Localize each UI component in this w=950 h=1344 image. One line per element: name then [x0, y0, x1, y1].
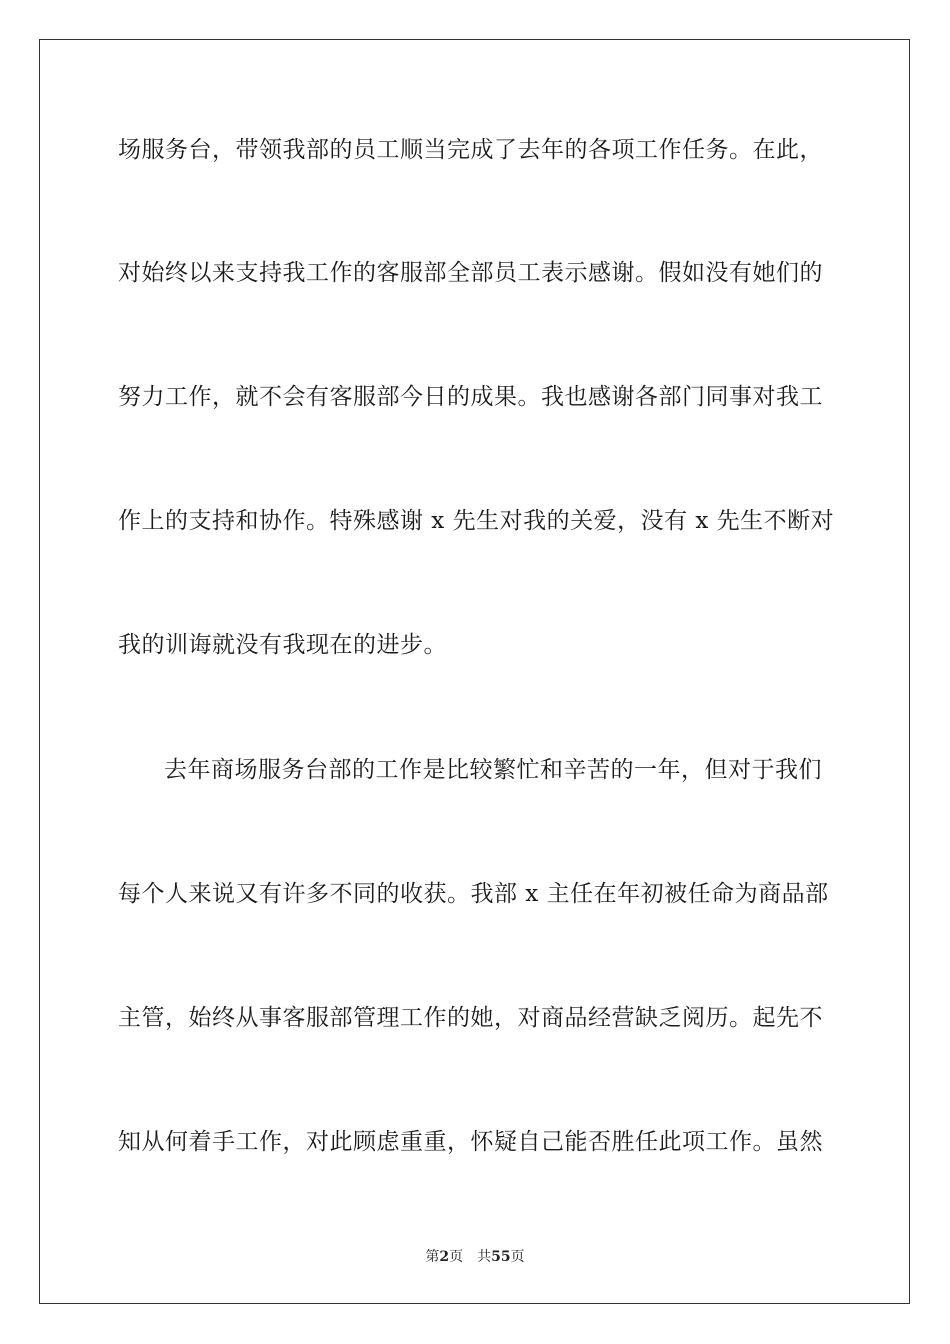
total-pages: 55 [491, 1249, 511, 1265]
page-suffix: 页 [449, 1249, 464, 1265]
paragraph-line-5: 我的训诲就没有我现在的进步。 [118, 632, 447, 658]
page-border [39, 39, 910, 1304]
paragraph-line-3: 努力工作，就不会有客服部今日的成果。我也感谢各部门同事对我工 [118, 384, 823, 410]
page-number: 2 [439, 1249, 450, 1265]
paragraph-line-2: 对始终以来支持我工作的客服部全部员工表示感谢。假如没有她们的 [118, 260, 823, 286]
total-suffix: 页 [510, 1249, 525, 1265]
paragraph-line-7: 每个人来说又有许多不同的收获。我部 x 主任在年初被任命为商品部 [118, 881, 829, 907]
paragraph-line-9: 知从何着手工作，对此顾虑重重，怀疑自己能否胜任此项工作。虽然 [118, 1129, 823, 1155]
page-footer [0, 1248, 950, 1266]
paragraph-line-1: 场服务台，带领我部的员工顺当完成了去年的各项工作任务。在此， [118, 137, 823, 163]
total-prefix: 共 [477, 1249, 492, 1265]
paragraph-line-8: 主管，始终从事客服部管理工作的她，对商品经营缺乏阅历。起先不 [118, 1005, 823, 1031]
paragraph-line-4: 作上的支持和协作。特殊感谢 x 先生对我的关爱，没有 x 先生不断对 [118, 508, 835, 534]
paragraph-line-6: 去年商场服务台部的工作是比较繁忙和辛苦的一年，但对于我们 [164, 757, 822, 783]
page-prefix: 第 [425, 1249, 440, 1265]
